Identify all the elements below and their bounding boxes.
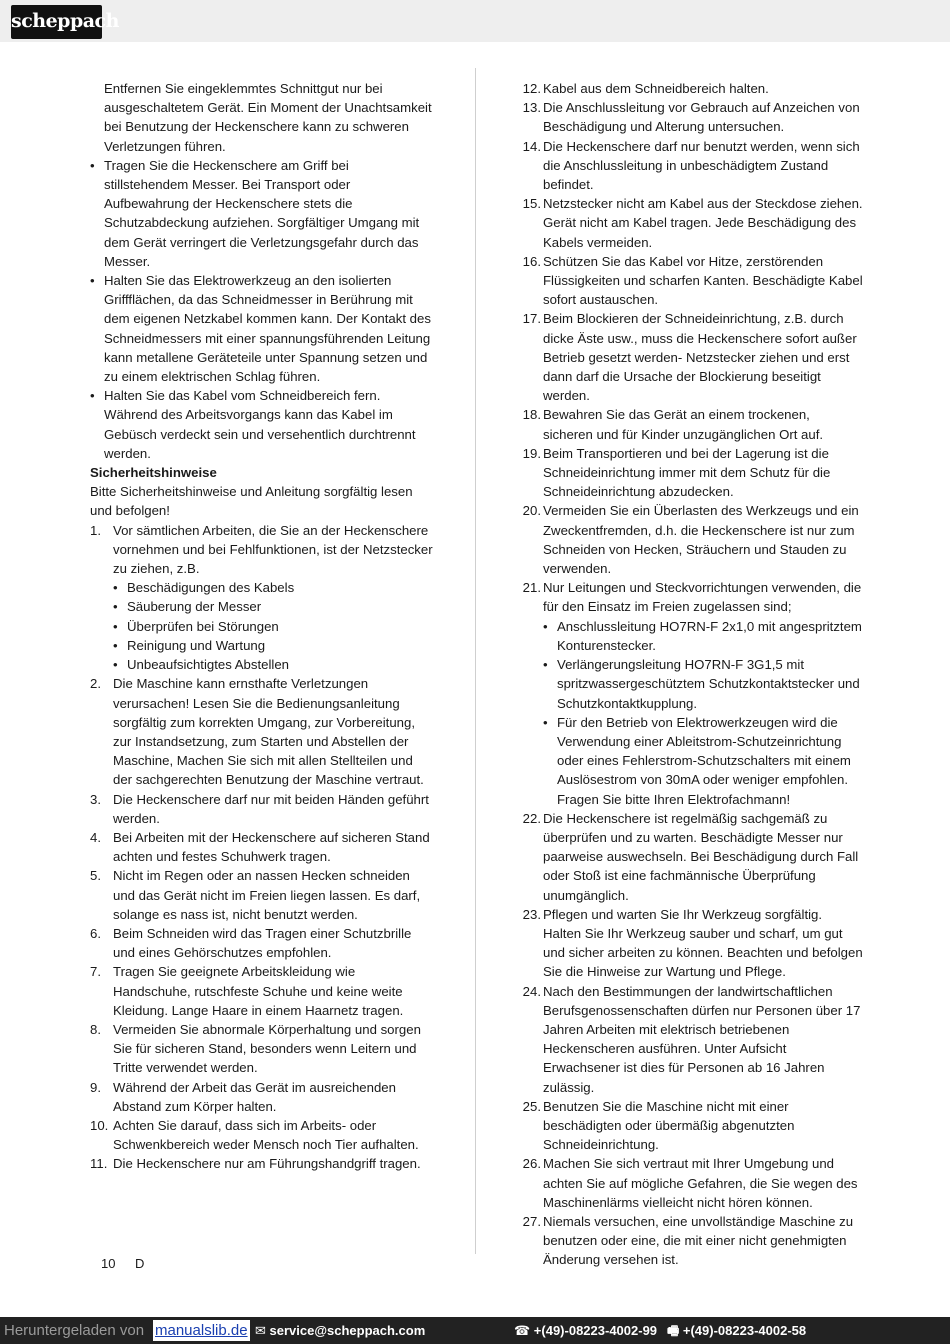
sub-bullet-item: • Beschädigungen des Kabels (113, 578, 435, 597)
item-number: 23. (522, 906, 541, 922)
numbered-item (90, 1116, 435, 1154)
numbered-item (90, 1078, 435, 1116)
item-number: 13. (522, 100, 541, 116)
header-band (0, 0, 950, 42)
numbered-item (90, 521, 435, 675)
item-number: 11. (90, 1156, 108, 1172)
intro-paragraph: Entfernen Sie eingeklemmtes Schnittgut nur bei ausgeschaltetem Gerät. Ein Moment der Unachtsamkeit bei Benutzung der Heckenschere kann zu schweren Verletzungen führen. (104, 81, 432, 154)
numbered-item (518, 405, 863, 443)
item-number: 7. (90, 964, 101, 980)
numbered-item (518, 1097, 863, 1155)
right-column (518, 79, 863, 1270)
item-number: 21. (522, 580, 541, 596)
service-phone: ☎ +(49)-08223-4002-99 (514, 1323, 658, 1338)
numbered-item (518, 578, 863, 808)
numbered-item (518, 1154, 863, 1212)
sub-bullet-item: • Reinigung und Wartung (113, 636, 435, 655)
item-number: 19. (522, 445, 541, 461)
numbered-item (90, 828, 435, 866)
item-number: 12. (522, 81, 541, 96)
numbered-item (518, 137, 863, 195)
bullet-item: • Halten Sie das Kabel vom Schneidbereich fern. Während des Arbeitsvorgangs kann das Kabel im Gebüsch verdeckt sein und versehentlich durchtrennt werden. (90, 386, 435, 463)
item-text: Vor sämtlichen Arbeiten, die Sie an der Heckenschere vornehmen und bei Fehlfunktionen, ist der Netzstecker zu ziehen, z.B. (113, 522, 433, 577)
item-number: 17. (522, 311, 541, 327)
numbered-item (90, 866, 435, 924)
item-text: Nicht im Regen oder an nassen Hecken schneiden und das Gerät nicht im Freien liegen lassen. Es darf, solange es nass ist, nicht benutzt werden. (113, 868, 421, 922)
item-text: Niemals versuchen, eine unvollständige Maschine zu benutzen oder eine, die mit einer nicht genehmigten Änderung versehen ist. (543, 1213, 854, 1268)
item-text: Netzstecker nicht am Kabel aus der Steckdose ziehen. Gerät nicht am Kabel tragen. Jede Beschädigung des Kabels vermeiden. (543, 196, 863, 250)
item-number: 5. (90, 868, 101, 884)
numbered-item (90, 674, 435, 789)
numbered-item (518, 309, 863, 405)
sub-bullet-item: • Unbeaufsichtigtes Abstellen (113, 655, 435, 674)
numbered-item (518, 982, 863, 1097)
numbered-item (518, 79, 863, 98)
manualslib-link[interactable]: manualslib.de (155, 1322, 248, 1339)
item-number: 9. (90, 1079, 101, 1095)
item-text: Die Anschlussleitung vor Gebrauch auf Anzeichen von Beschädigung und Alterung untersuchen. (543, 100, 860, 135)
item-number: 27. (522, 1213, 541, 1229)
item-number: 26. (522, 1156, 541, 1172)
numbered-item (90, 962, 435, 1020)
section-heading: Sicherheitshinweise (90, 465, 217, 481)
item-text: Pflegen und warten Sie Ihr Werkzeug sorgfältig. Halten Sie Ihr Werkzeug sauber und scharf, um gut und sicher arbeiten zu können. Beachten und befolgen Sie die Hinweise zur Wartung und Pflege. (543, 906, 863, 980)
item-text: Beim Transportieren und bei der Lagerung ist die Schneideinrichtung immer mit dem Schutz für die Schneideinrichtung abzudecken. (543, 445, 831, 500)
numbered-item (518, 444, 863, 502)
item-number: 20. (522, 503, 541, 519)
item-text: Beim Schneiden wird das Tragen einer Schutzbrille und eines Gehörschutzes empfohlen. (113, 925, 412, 961)
downloaded-from-text: Heruntergeladen von (4, 1322, 145, 1339)
bullet-item: • Tragen Sie die Heckenschere am Griff bei stillstehendem Messer. Bei Transport oder Aufbewahrung der Heckenschere stets die Schutzabdeckung aufziehen. Sorgfältiger Umgang mit dem Gerät verringert die Verletzungsgefahr durch das Messer. (90, 156, 435, 271)
bullet-item: • Halten Sie das Elektrowerkzeug an den isolierten Griffflächen, da das Schneidmesser in Berührung mit dem eigenen Netzkabel kommen kann. Der Kontakt des Schneidmessers mit einer spannungsführenden Leitung kann metallene Geräteteile unter Spannung setzen und zu einem elektrischen Schlag führen. (90, 271, 435, 386)
item-number: 16. (522, 253, 541, 269)
item-number: 10. (90, 1117, 109, 1133)
item-number: 8. (90, 1021, 101, 1037)
numbered-item (518, 809, 863, 905)
sub-bullet-item: • Für den Betrieb von Elektrowerkzeugen wird die Verwendung einer Ableitstrom-Schutzeinrichtung oder eines Fehlerstrom-Schutzschalters mit einem Auslösestrom von 30mA oder weniger empfohlen. Fragen Sie bitte Ihren Elektrofachmann! (543, 713, 863, 809)
item-number: 1. (90, 522, 101, 538)
numbered-item (90, 1020, 435, 1078)
item-text: Benutzen Sie die Maschine nicht mit einer beschädigten oder übermäßig abgenutzten Schneideinrichtung. (543, 1098, 795, 1153)
item-text: Die Heckenschere ist regelmäßig sachgemäß zu überprüfen und zu warten. Beschädigte Messer nur paarweise auswechseln. Bei Beschädigung durch Fall oder Stoß ist eine fachmännische Überprüfung unumgänglich. (543, 810, 859, 903)
item-number: 15. (522, 196, 541, 212)
numbered-item (518, 252, 863, 310)
item-text: Die Maschine kann ernsthafte Verletzungen verursachen! Lesen Sie die Bedienungsanleitung sorgfältig zum korrekten Umgang, zur Vorbereitung, zur Instandsetzung, zum Starten und Abstellen der Maschine, Machen Sie sich mit allen Stellteilen und der sachgerechten Benutzung der Maschine vertraut. (113, 676, 424, 788)
item-number: 18. (522, 407, 541, 423)
item-number: 24. (522, 983, 541, 999)
numbered-item (518, 194, 863, 252)
numbered-item (518, 1212, 863, 1270)
item-text: Bei Arbeiten mit der Heckenschere auf sicheren Stand achten und festes Schuhwerk tragen. (113, 829, 430, 865)
column-divider (475, 68, 476, 1254)
numbered-item (90, 1154, 435, 1173)
item-number: 22. (522, 810, 541, 826)
item-text: Achten Sie darauf, dass sich im Arbeits- oder Schwenkbereich weder Mensch noch Tier aufhalten. (113, 1117, 419, 1153)
left-column (90, 79, 435, 1174)
item-number: 3. (90, 791, 101, 807)
item-text: Nur Leitungen und Steckvorrichtungen verwenden, die für den Einsatz im Freien zugelassen sind; (543, 580, 862, 615)
item-text: Vermeiden Sie ein Überlasten des Werkzeugs und ein Zweckentfremden, d.h. die Heckenschere ist nur zum Schneiden von Hecken, Sträuchern und Stauden zu verwenden. (543, 503, 859, 577)
sub-bullet-item: • Überprüfen bei Störungen (113, 617, 435, 636)
numbered-item (90, 924, 435, 962)
service-email[interactable]: ✉ service@scheppach.com (255, 1323, 426, 1338)
item-text: Machen Sie sich vertraut mit Ihrer Umgebung und achten Sie auf mögliche Gefahren, die Sie wegen des Maschinenlärms vielleicht nicht hören können. (543, 1156, 858, 1210)
item-text: Während der Arbeit das Gerät im ausreichenden Abstand zum Körper halten. (113, 1079, 396, 1114)
item-number: 2. (90, 676, 101, 692)
language-code: D (135, 1256, 145, 1271)
numbered-item (518, 905, 863, 982)
item-text: Schützen Sie das Kabel vor Hitze, zerstörenden Flüssigkeiten und scharfen Kanten. Beschädigte Kabel sofort austauschen. (543, 253, 863, 308)
item-number: 14. (522, 138, 541, 154)
scheppach-logo: scheppach (11, 5, 102, 39)
download-bar (0, 1317, 950, 1344)
sub-bullet-item: • Anschlussleitung HO7RN-F 2x1,0 mit angespritztem Konturenstecker. (543, 617, 863, 655)
item-text: Kabel aus dem Schneidbereich halten. (543, 81, 769, 96)
numbered-item (518, 501, 863, 578)
item-text: Vermeiden Sie abnormale Körperhaltung und sorgen Sie für sicheren Stand, besonders wenn Leitern und Tritte verwendet werden. (113, 1021, 421, 1076)
item-text: Die Heckenschere darf nur benutzt werden, wenn sich die Anschlussleitung in unbeschädigtem Zustand befindet. (543, 138, 860, 193)
page-number: 10 (101, 1256, 116, 1271)
item-number: 6. (90, 925, 101, 941)
sub-bullet-item: • Verlängerungsleitung HO7RN-F 3G1,5 mit spritzwassergeschütztem Schutzkontaktstecker und Schutzkontaktkupplung. (543, 655, 863, 713)
service-fax: 🖷 +(49)-08223-4002-58 (667, 1323, 807, 1338)
item-text: Tragen Sie geeignete Arbeitskleidung wie Handschuhe, rutschfeste Schuhe und keine weite Kleidung. Lange Haare in einem Haarnetz tragen. (113, 964, 404, 1018)
numbered-item (518, 98, 863, 136)
item-text: Bewahren Sie das Gerät an einem trockenen, sicheren und für Kinder unzugänglichen Ort auf. (543, 407, 824, 442)
item-text: Beim Blockieren der Schneideinrichtung, z.B. durch dicke Äste usw., muss die Heckenschere sofort außer Betrieb gesetzt werden- Netzstecker ziehen und erst dann darf die Ursache der Blockierung beseitigt werden. (543, 311, 857, 404)
numbered-item (90, 790, 435, 828)
sub-bullet-item: • Säuberung der Messer (113, 597, 435, 616)
section-lead: Bitte Sicherheitshinweise und Anleitung sorgfältig lesen und befolgen! (90, 484, 413, 519)
item-text: Die Heckenschere darf nur mit beiden Händen geführt werden. (113, 791, 429, 826)
item-text: Die Heckenschere nur am Führungshandgriff tragen. (113, 1156, 421, 1172)
item-text: Nach den Bestimmungen der landwirtschaftlichen Berufsgenossenschaften dürfen nur Personen über 17 Jahren Arbeiten mit elektrisch betriebenen Heckenscheren ausführen. Unter Aufsicht Erwachsener ist dies für Personen ab 16 Jahren zulässig. (543, 983, 861, 1095)
item-number: 25. (522, 1098, 541, 1114)
item-number: 4. (90, 829, 101, 845)
